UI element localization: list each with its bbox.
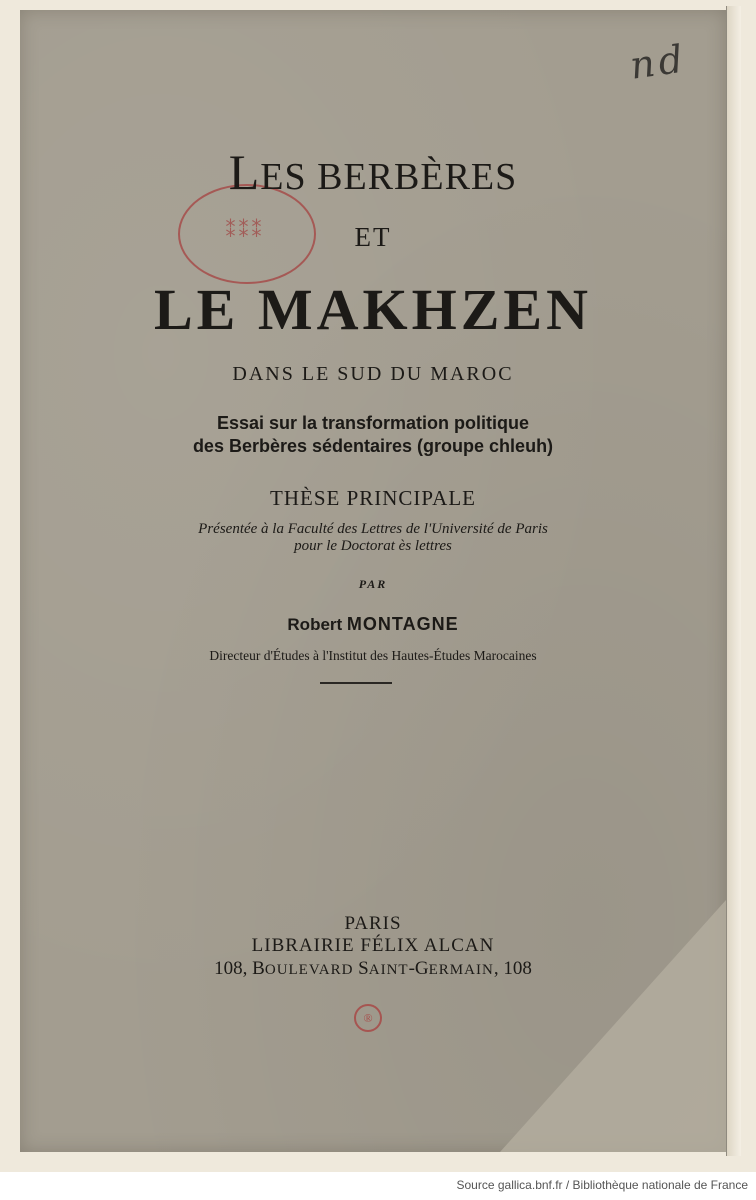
author-first-name: Robert <box>287 615 343 634</box>
source-credit: Source gallica.bnf.fr / Bibliothèque nationale de France <box>456 1178 748 1192</box>
title-conjunction: ET <box>354 222 392 252</box>
library-stamp-mark: ⁑⁑⁑ <box>225 220 265 242</box>
presentation-line-2: pour le Doctorat ès lettres <box>294 538 452 554</box>
essay-description <box>20 412 726 458</box>
address-word-1: OULEVARD <box>264 962 354 978</box>
by-label: PAR <box>358 577 388 591</box>
address-number-end: , 108 <box>493 958 532 979</box>
essay-line-1: Essai sur la transformation politique <box>216 413 530 433</box>
subtitle: DANS LE SUD DU MAROC <box>232 363 514 385</box>
title-initial: L <box>228 144 261 200</box>
essay-line-2: des Berbères sédentaires (groupe chleuh) <box>192 436 554 456</box>
address-word-3: ERMAIN <box>428 962 494 978</box>
divider-rule <box>320 682 392 684</box>
author-role: Directeur d'Études à l'Institut des Hautes-Études Marocaines <box>209 648 537 663</box>
publisher-city: PARIS <box>344 913 402 934</box>
thesis-heading: THÈSE PRINCIPALE <box>270 486 476 510</box>
page-edge <box>726 6 741 1156</box>
address-number-start: 108, <box>214 958 248 979</box>
title-rest: ES BERBÈRES <box>260 156 518 198</box>
small-library-stamp: ® <box>354 1004 382 1032</box>
author-name <box>20 614 726 635</box>
publisher-name: LIBRAIRIE FÉLIX ALCAN <box>251 935 495 956</box>
title-line-1 <box>20 142 726 207</box>
address-word-2: AINT <box>368 962 409 978</box>
pencil-annotation: nd <box>627 36 690 88</box>
title-line-2: LE MAKHZEN <box>154 277 592 342</box>
publisher-address <box>20 958 726 981</box>
address-initial-s: S <box>358 958 369 979</box>
author-last-name: MONTAGNE <box>346 614 459 634</box>
address-initial-b: B <box>252 958 265 979</box>
address-initial-g: -G <box>408 958 429 979</box>
presentation-line-1: Présentée à la Faculté des Lettres de l'Université de Paris <box>198 521 548 537</box>
presentation-note <box>20 521 726 555</box>
